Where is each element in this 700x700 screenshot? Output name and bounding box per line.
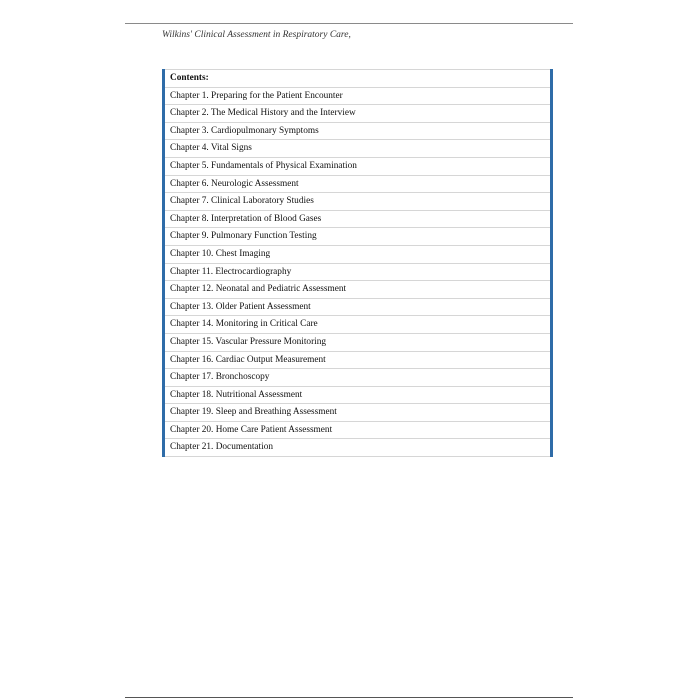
chapter-row-13: Chapter 13. Older Patient Assessment	[165, 299, 550, 317]
chapter-row-21: Chapter 21. Documentation	[165, 439, 550, 457]
footer-rule	[125, 697, 573, 698]
chapter-row-8: Chapter 8. Interpretation of Blood Gases	[165, 211, 550, 229]
chapter-row-9: Chapter 9. Pulmonary Function Testing	[165, 228, 550, 246]
header-rule	[125, 23, 573, 24]
chapter-row-1: Chapter 1. Preparing for the Patient Encounter	[165, 88, 550, 106]
chapter-row-6: Chapter 6. Neurologic Assessment	[165, 176, 550, 194]
chapter-row-5: Chapter 5. Fundamentals of Physical Examination	[165, 158, 550, 176]
contents-heading: Contents:	[165, 69, 550, 88]
chapter-row-4: Chapter 4. Vital Signs	[165, 140, 550, 158]
chapter-row-7: Chapter 7. Clinical Laboratory Studies	[165, 193, 550, 211]
contents-table	[162, 69, 553, 457]
chapter-row-18: Chapter 18. Nutritional Assessment	[165, 387, 550, 405]
chapter-row-20: Chapter 20. Home Care Patient Assessment	[165, 422, 550, 440]
chapter-row-11: Chapter 11. Electrocardiography	[165, 264, 550, 282]
chapter-row-16: Chapter 16. Cardiac Output Measurement	[165, 352, 550, 370]
chapter-row-3: Chapter 3. Cardiopulmonary Symptoms	[165, 123, 550, 141]
running-header-title: Wilkins' Clinical Assessment in Respiratory Care,	[162, 30, 351, 40]
chapter-row-19: Chapter 19. Sleep and Breathing Assessment	[165, 404, 550, 422]
chapter-row-14: Chapter 14. Monitoring in Critical Care	[165, 316, 550, 334]
chapter-row-10: Chapter 10. Chest Imaging	[165, 246, 550, 264]
chapter-row-12: Chapter 12. Neonatal and Pediatric Assessment	[165, 281, 550, 299]
chapter-row-17: Chapter 17. Bronchoscopy	[165, 369, 550, 387]
chapter-row-15: Chapter 15. Vascular Pressure Monitoring	[165, 334, 550, 352]
chapter-row-2: Chapter 2. The Medical History and the Interview	[165, 105, 550, 123]
